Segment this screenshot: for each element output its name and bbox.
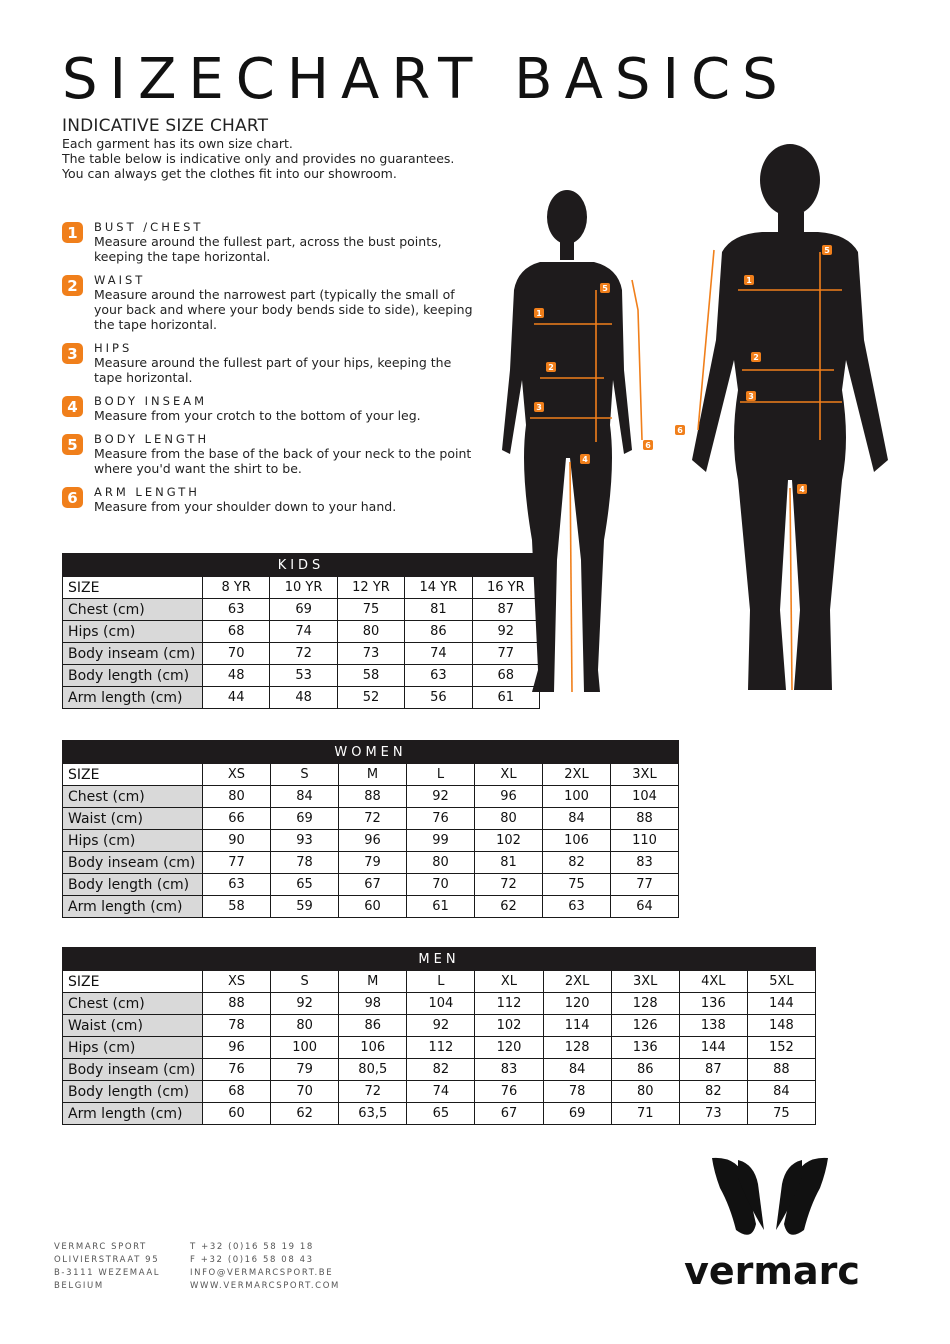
number-badge-2: 2	[62, 275, 83, 296]
marker-5: 5	[824, 246, 830, 255]
table-cell: 83	[475, 1059, 543, 1081]
table-cell: 84	[543, 1059, 611, 1081]
table-cell: 63	[543, 896, 611, 918]
table-cell: 104	[407, 993, 475, 1015]
table-cell: 80	[611, 1081, 679, 1103]
table-title: MEN	[63, 948, 816, 971]
email-link[interactable]: INFO@VERMARCSPORT.BE	[190, 1268, 334, 1278]
women-size-table	[62, 740, 679, 918]
number-badge-6: 6	[62, 487, 83, 508]
table-cell: 114	[543, 1015, 611, 1037]
table-cell: 81	[405, 599, 472, 621]
table-cell: 110	[611, 830, 679, 852]
measure-desc-line: your back and where your body bends side to side), keeping	[94, 302, 473, 317]
table-cell: 72	[475, 874, 543, 896]
table-row	[63, 1103, 816, 1125]
logo-wordmark: vermarc	[684, 1249, 860, 1293]
row-label: Chest (cm)	[63, 786, 203, 808]
row-label: Chest (cm)	[63, 599, 203, 621]
table-cell: 81	[475, 852, 543, 874]
table-cell: 60	[339, 896, 407, 918]
intro-line: You can always get the clothes fit into our showroom.	[62, 166, 397, 181]
table-cell: 58	[337, 665, 404, 687]
table-row	[63, 621, 540, 643]
table-cell: 92	[407, 786, 475, 808]
table-row	[63, 993, 816, 1015]
size-col: XL	[475, 971, 543, 993]
table-cell: 120	[543, 993, 611, 1015]
table-cell: 69	[543, 1103, 611, 1125]
table-cell: 100	[543, 786, 611, 808]
row-label: Body length (cm)	[63, 665, 203, 687]
table-cell: 72	[339, 808, 407, 830]
measure-title: BUST /CHEST	[94, 220, 204, 234]
measure-desc-line: Measure around the fullest part, across the bust points,	[94, 234, 442, 249]
table-cell: 96	[203, 1037, 271, 1059]
table-cell: 59	[271, 896, 339, 918]
table-cell: 75	[543, 874, 611, 896]
table-row	[63, 874, 679, 896]
table-cell: 112	[407, 1037, 475, 1059]
address-line: VERMARC SPORT	[54, 1242, 147, 1252]
table-cell: 70	[271, 1081, 339, 1103]
table-cell: 74	[270, 621, 337, 643]
body-silhouettes	[500, 140, 940, 700]
row-label: Body inseam (cm)	[63, 1059, 203, 1081]
measure-desc-line: where you'd want the shirt to be.	[94, 461, 302, 476]
table-cell: 69	[270, 599, 337, 621]
table-header-row	[63, 577, 540, 599]
size-col: 5XL	[747, 971, 815, 993]
logo-mark	[712, 1158, 828, 1235]
table-cell: 92	[472, 621, 539, 643]
intro-text	[62, 136, 454, 181]
marker-1: 1	[536, 309, 542, 318]
row-label: Waist (cm)	[63, 1015, 203, 1037]
table-cell: 72	[339, 1081, 407, 1103]
table-cell: 84	[271, 786, 339, 808]
table-cell: 44	[203, 687, 270, 709]
table-cell: 80	[203, 786, 271, 808]
table-header-row	[63, 764, 679, 786]
row-label: Arm length (cm)	[63, 687, 203, 709]
size-col: XS	[203, 971, 271, 993]
table-cell: 120	[475, 1037, 543, 1059]
table-cell: 78	[203, 1015, 271, 1037]
table-cell: 80	[271, 1015, 339, 1037]
table-row	[63, 687, 540, 709]
table-cell: 63	[405, 665, 472, 687]
row-label: Body inseam (cm)	[63, 852, 203, 874]
table-cell: 144	[679, 1037, 747, 1059]
measure-title: WAIST	[94, 273, 146, 287]
table-cell: 144	[747, 993, 815, 1015]
measure-desc-line: Measure around the narrowest part (typically the small of	[94, 287, 455, 302]
table-cell: 78	[271, 852, 339, 874]
row-label: Waist (cm)	[63, 808, 203, 830]
size-col: XL	[475, 764, 543, 786]
table-row	[63, 786, 679, 808]
table-cell: 88	[747, 1059, 815, 1081]
male-silhouette	[692, 144, 888, 690]
number-badge-1: 1	[62, 222, 83, 243]
size-label: SIZE	[63, 764, 203, 786]
table-title: KIDS	[63, 554, 540, 577]
table-row	[63, 852, 679, 874]
measure-bust-chest	[62, 220, 482, 264]
marker-3: 3	[748, 392, 754, 401]
address-line: OLIVIERSTRAAT 95	[54, 1255, 160, 1265]
table-cell: 82	[679, 1081, 747, 1103]
table-cell: 112	[475, 993, 543, 1015]
table-row	[63, 643, 540, 665]
measure-desc-line: tape horizontal.	[94, 370, 193, 385]
row-label: Chest (cm)	[63, 993, 203, 1015]
table-cell: 138	[679, 1015, 747, 1037]
measure-desc-line: the tape horizontal.	[94, 317, 217, 332]
table-row	[63, 830, 679, 852]
size-col: 3XL	[611, 764, 679, 786]
measure-waist	[62, 273, 482, 332]
row-label: Hips (cm)	[63, 1037, 203, 1059]
size-col: S	[271, 971, 339, 993]
table-cell: 80	[337, 621, 404, 643]
marker-6: 6	[645, 441, 651, 450]
kids-size-table	[62, 553, 540, 709]
marker-6: 6	[677, 426, 683, 435]
measure-title: HIPS	[94, 341, 133, 355]
measure-desc-line: Measure from your shoulder down to your hand.	[94, 499, 397, 514]
vermarc-logo	[640, 1150, 900, 1295]
table-cell: 61	[407, 896, 475, 918]
table-cell: 88	[611, 808, 679, 830]
table-cell: 64	[611, 896, 679, 918]
size-col: 12 YR	[337, 577, 404, 599]
phone-line: T +32 (0)16 58 19 18	[190, 1242, 314, 1252]
table-cell: 68	[472, 665, 539, 687]
table-cell: 52	[337, 687, 404, 709]
table-cell: 104	[611, 786, 679, 808]
table-cell: 83	[611, 852, 679, 874]
table-cell: 87	[472, 599, 539, 621]
table-cell: 79	[339, 852, 407, 874]
measure-body-length	[62, 432, 482, 476]
table-cell: 68	[203, 1081, 271, 1103]
men-size-table	[62, 947, 816, 1125]
row-label: Hips (cm)	[63, 830, 203, 852]
table-cell: 69	[271, 808, 339, 830]
size-col: S	[271, 764, 339, 786]
table-cell: 62	[475, 896, 543, 918]
table-cell: 136	[679, 993, 747, 1015]
table-cell: 70	[203, 643, 270, 665]
page-subtitle: INDICATIVE SIZE CHART	[62, 116, 269, 136]
table-cell: 63	[203, 874, 271, 896]
marker-5: 5	[602, 284, 608, 293]
measure-desc-line: Measure around the fullest part of your hips, keeping the	[94, 355, 452, 370]
table-cell: 74	[405, 643, 472, 665]
table-cell: 60	[203, 1103, 271, 1125]
table-cell: 74	[407, 1081, 475, 1103]
size-col: 3XL	[611, 971, 679, 993]
size-label: SIZE	[63, 577, 203, 599]
marker-3: 3	[536, 403, 542, 412]
table-row	[63, 599, 540, 621]
table-cell: 87	[679, 1059, 747, 1081]
table-cell: 73	[337, 643, 404, 665]
marker-2: 2	[548, 363, 554, 372]
table-cell: 61	[472, 687, 539, 709]
marker-1: 1	[746, 276, 752, 285]
table-cell: 77	[472, 643, 539, 665]
row-label: Body length (cm)	[63, 874, 203, 896]
table-cell: 100	[271, 1037, 339, 1059]
marker-2: 2	[753, 353, 759, 362]
size-label: SIZE	[63, 971, 203, 993]
table-cell: 106	[339, 1037, 407, 1059]
address-line: B-3111 WEZEMAAL	[54, 1268, 161, 1278]
table-cell: 102	[475, 1015, 543, 1037]
number-badge-5: 5	[62, 434, 83, 455]
measure-title: BODY LENGTH	[94, 432, 210, 446]
row-label: Body length (cm)	[63, 1081, 203, 1103]
table-cell: 76	[407, 808, 475, 830]
table-cell: 72	[270, 643, 337, 665]
table-row	[63, 1037, 816, 1059]
size-col: 2XL	[543, 971, 611, 993]
table-cell: 76	[203, 1059, 271, 1081]
table-cell: 77	[611, 874, 679, 896]
table-row	[63, 1015, 816, 1037]
table-cell: 65	[271, 874, 339, 896]
table-cell: 79	[271, 1059, 339, 1081]
website-link[interactable]: WWW.VERMARCSPORT.COM	[190, 1281, 340, 1291]
address-line: BELGIUM	[54, 1281, 104, 1291]
measure-hips	[62, 341, 482, 385]
table-cell: 75	[747, 1103, 815, 1125]
table-cell: 48	[203, 665, 270, 687]
row-label: Arm length (cm)	[63, 1103, 203, 1125]
table-cell: 67	[339, 874, 407, 896]
measure-desc-line: keeping the tape horizontal.	[94, 249, 271, 264]
table-cell: 68	[203, 621, 270, 643]
table-cell: 82	[543, 852, 611, 874]
table-cell: 102	[475, 830, 543, 852]
intro-line: Each garment has its own size chart.	[62, 136, 293, 151]
table-cell: 148	[747, 1015, 815, 1037]
marker-4: 4	[582, 455, 588, 464]
table-row	[63, 808, 679, 830]
measure-title: BODY INSEAM	[94, 394, 207, 408]
measure-desc-line: Measure from the base of the back of your neck to the point	[94, 446, 472, 461]
table-cell: 53	[270, 665, 337, 687]
table-cell: 106	[543, 830, 611, 852]
table-cell: 96	[475, 786, 543, 808]
table-cell: 82	[407, 1059, 475, 1081]
table-cell: 70	[407, 874, 475, 896]
measure-title: ARM LENGTH	[94, 485, 200, 499]
fax-line: F +32 (0)16 58 08 43	[190, 1255, 314, 1265]
table-row	[63, 896, 679, 918]
table-cell: 75	[337, 599, 404, 621]
size-col: 14 YR	[405, 577, 472, 599]
table-header-row	[63, 971, 816, 993]
size-col: 2XL	[543, 764, 611, 786]
table-cell: 86	[611, 1059, 679, 1081]
table-cell: 84	[543, 808, 611, 830]
size-col: M	[339, 971, 407, 993]
size-col: 10 YR	[270, 577, 337, 599]
table-cell: 96	[339, 830, 407, 852]
table-cell: 99	[407, 830, 475, 852]
size-col: 4XL	[679, 971, 747, 993]
page-title: SIZECHART BASICS	[62, 47, 790, 112]
table-cell: 86	[405, 621, 472, 643]
intro-line: The table below is indicative only and provides no guarantees.	[62, 151, 455, 166]
table-cell: 77	[203, 852, 271, 874]
size-col: XS	[203, 764, 271, 786]
number-badge-3: 3	[62, 343, 83, 364]
table-cell: 62	[271, 1103, 339, 1125]
table-cell: 152	[747, 1037, 815, 1059]
size-col: L	[407, 971, 475, 993]
table-title: WOMEN	[63, 741, 679, 764]
measure-arm-length	[62, 485, 482, 514]
measure-body-inseam	[62, 394, 482, 423]
size-col: M	[339, 764, 407, 786]
table-cell: 128	[611, 993, 679, 1015]
table-row	[63, 1059, 816, 1081]
number-badge-4: 4	[62, 396, 83, 417]
marker-4: 4	[799, 485, 805, 494]
table-cell: 80	[407, 852, 475, 874]
table-cell: 84	[747, 1081, 815, 1103]
row-label: Arm length (cm)	[63, 896, 203, 918]
footer-contact	[190, 1241, 340, 1293]
table-cell: 90	[203, 830, 271, 852]
table-cell: 71	[611, 1103, 679, 1125]
table-cell: 56	[405, 687, 472, 709]
table-cell: 98	[339, 993, 407, 1015]
size-col: 8 YR	[203, 577, 270, 599]
table-cell: 63	[203, 599, 270, 621]
table-cell: 86	[339, 1015, 407, 1037]
measurement-guide	[62, 220, 482, 523]
table-cell: 76	[475, 1081, 543, 1103]
size-col: 16 YR	[472, 577, 539, 599]
table-cell: 88	[203, 993, 271, 1015]
table-cell: 92	[271, 993, 339, 1015]
table-cell: 88	[339, 786, 407, 808]
table-cell: 136	[611, 1037, 679, 1059]
table-row	[63, 1081, 816, 1103]
row-label: Hips (cm)	[63, 621, 203, 643]
footer-address	[54, 1241, 160, 1293]
table-row	[63, 665, 540, 687]
table-cell: 80,5	[339, 1059, 407, 1081]
measure-desc-line: Measure from your crotch to the bottom of your leg.	[94, 408, 421, 423]
row-label: Body inseam (cm)	[63, 643, 203, 665]
table-cell: 63,5	[339, 1103, 407, 1125]
table-cell: 92	[407, 1015, 475, 1037]
table-cell: 48	[270, 687, 337, 709]
size-col: L	[407, 764, 475, 786]
table-cell: 58	[203, 896, 271, 918]
table-cell: 78	[543, 1081, 611, 1103]
table-cell: 67	[475, 1103, 543, 1125]
table-cell: 73	[679, 1103, 747, 1125]
table-cell: 65	[407, 1103, 475, 1125]
table-cell: 80	[475, 808, 543, 830]
table-cell: 66	[203, 808, 271, 830]
table-cell: 93	[271, 830, 339, 852]
table-cell: 126	[611, 1015, 679, 1037]
table-cell: 128	[543, 1037, 611, 1059]
